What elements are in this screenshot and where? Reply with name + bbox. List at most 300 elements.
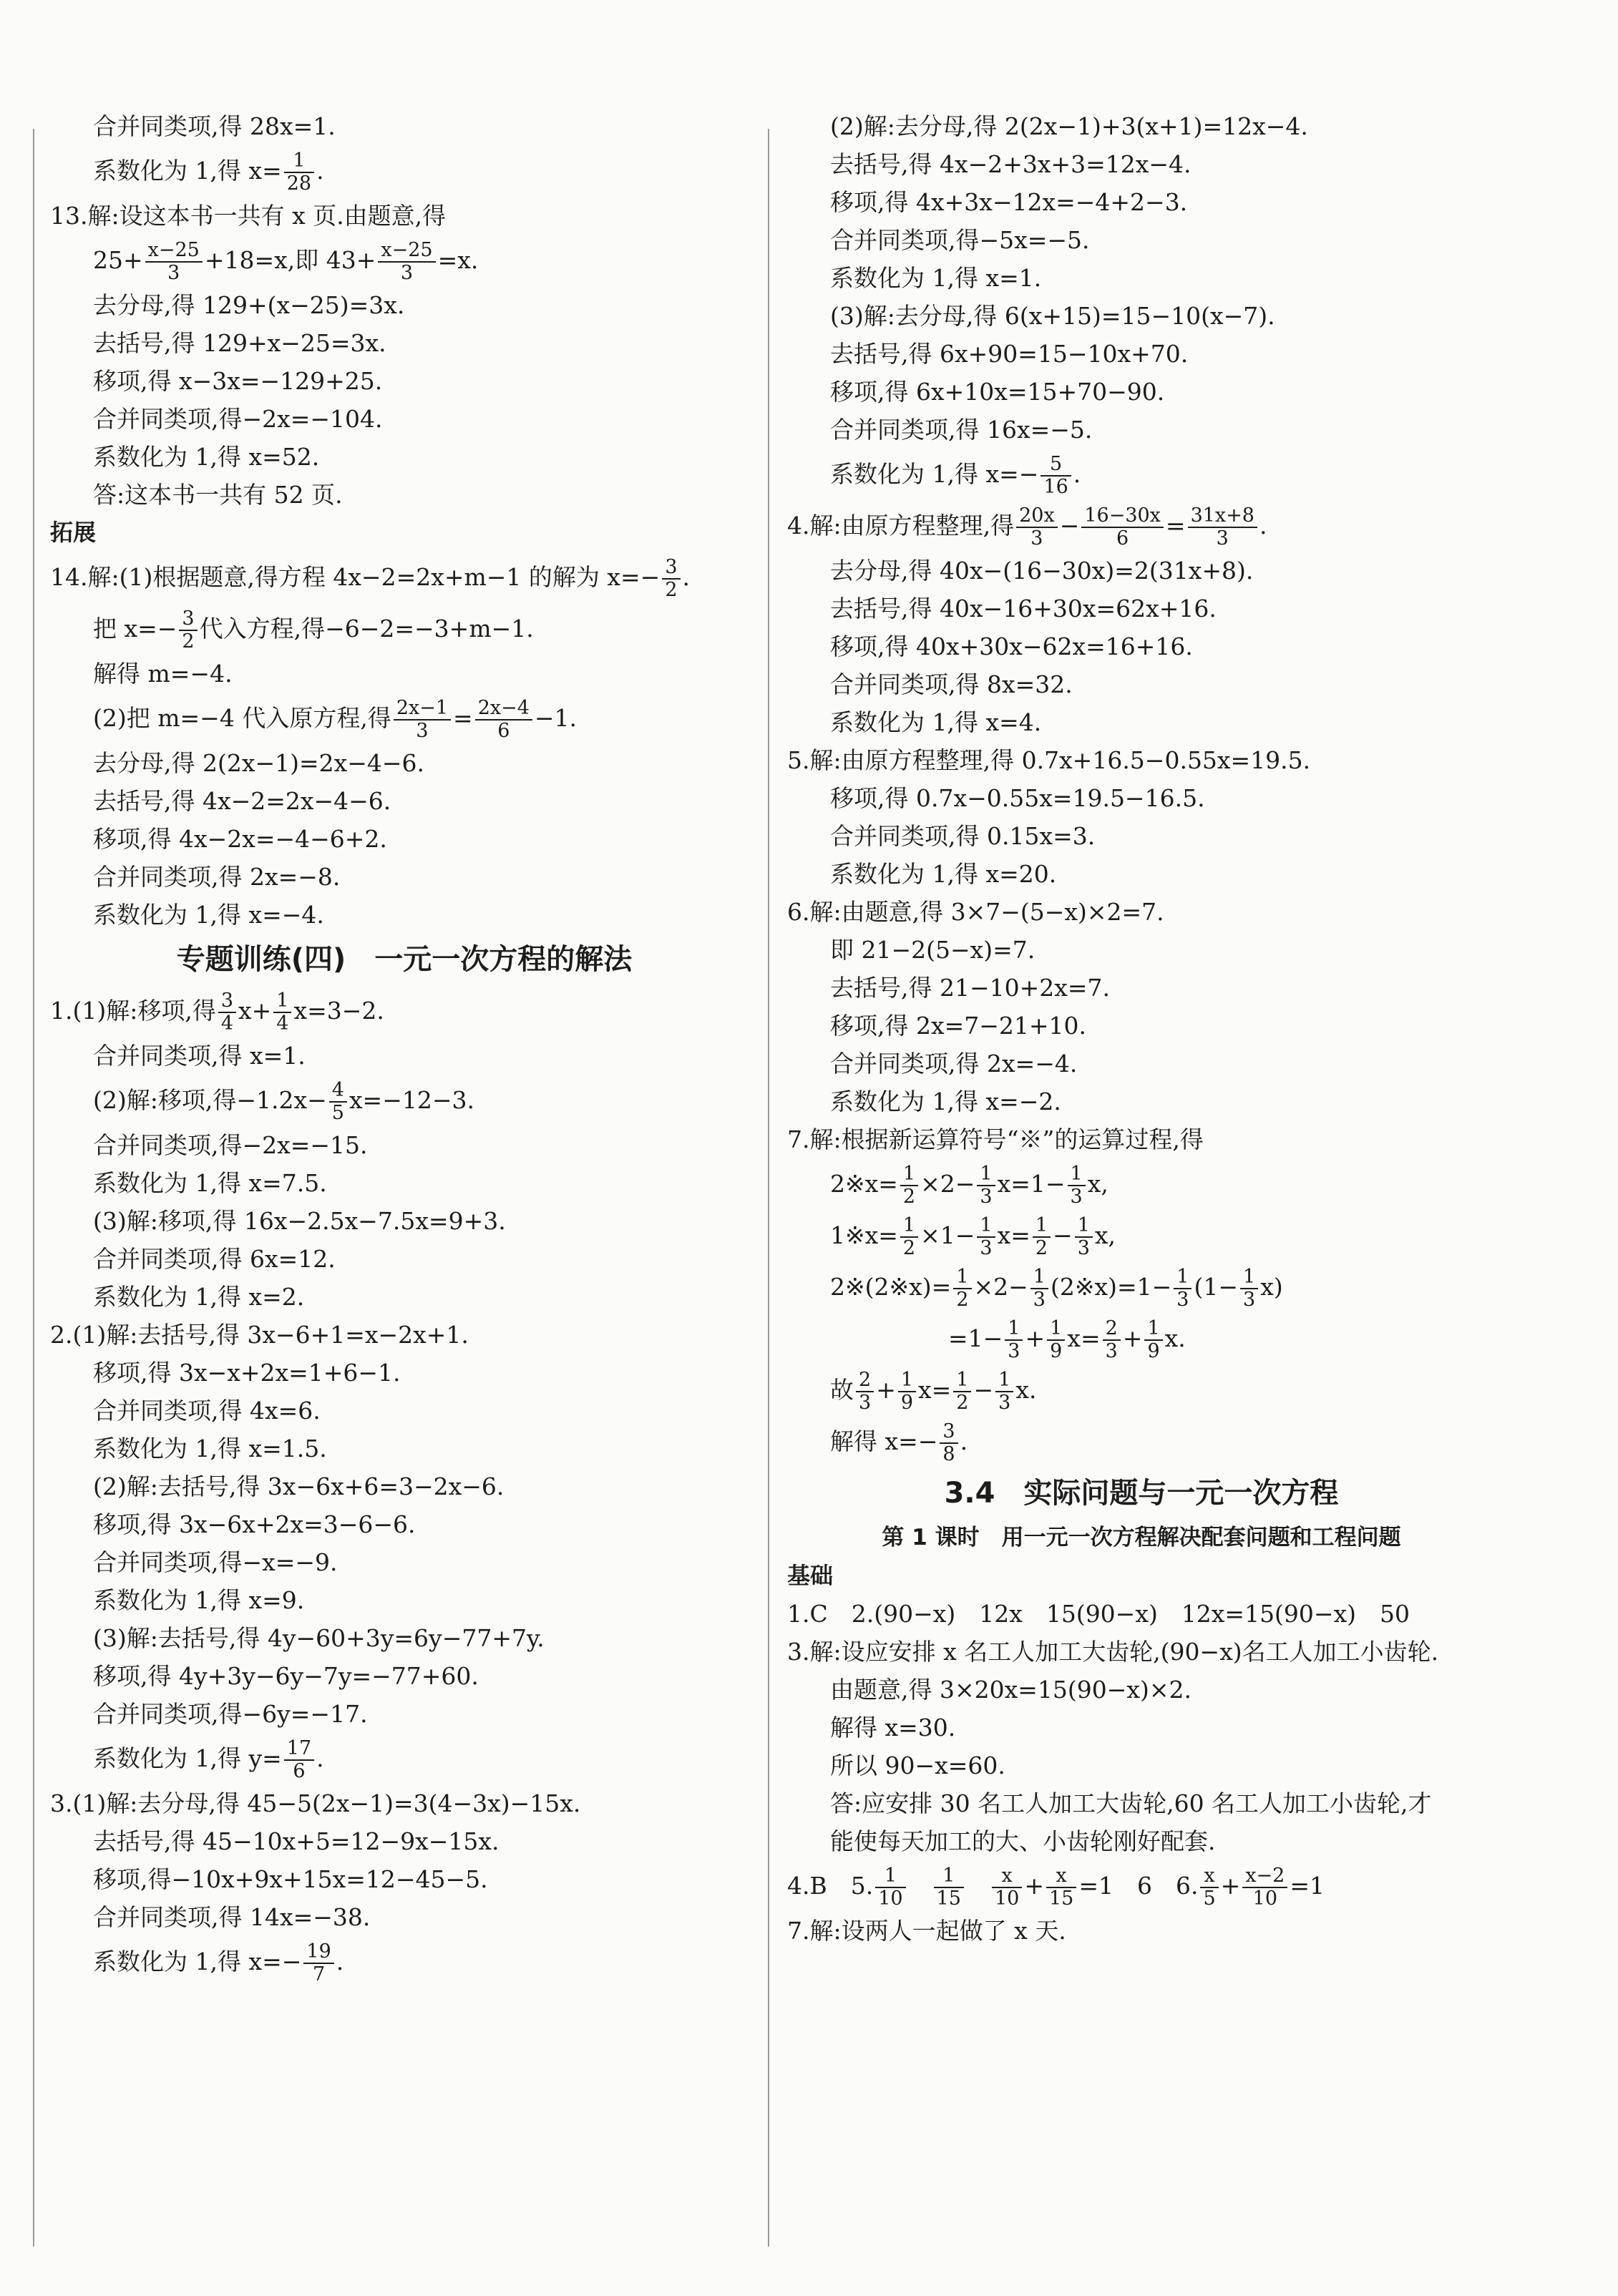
line-text: =	[1165, 512, 1186, 539]
solution-line	[787, 1416, 1496, 1467]
solution-line	[787, 1313, 1496, 1364]
fraction-denominator: 6	[497, 720, 510, 742]
fraction	[218, 990, 236, 1035]
problem-line	[787, 1595, 1496, 1633]
solution-line	[787, 1709, 1496, 1747]
fraction-numerator: 20x	[1016, 505, 1058, 528]
fraction-numerator: 1	[1240, 1266, 1258, 1289]
problem-line	[787, 893, 1496, 931]
fraction-numerator: 1	[1005, 1318, 1023, 1341]
fraction-numerator: 16−30x	[1081, 505, 1164, 528]
fraction-numerator: 1	[900, 1163, 918, 1186]
line-text: .	[1073, 460, 1081, 488]
fraction	[898, 1369, 916, 1414]
solution-line	[50, 1075, 759, 1126]
solution-line	[787, 107, 1496, 145]
section-title: 3.4 实际问题与一元一次方程	[944, 1477, 1339, 1510]
fraction-numerator: 3	[218, 990, 236, 1013]
problem-line	[50, 1784, 759, 1822]
fraction-numerator: 3	[179, 608, 197, 631]
line-text: 移项,得 4x−2x=−4−6+2.	[93, 825, 387, 853]
fraction-numerator: 31x+8	[1188, 505, 1257, 528]
line-text: =1	[1290, 1872, 1325, 1900]
line-text: 6.解:由题意,得 3×7−(5−x)×2=7.	[787, 898, 1164, 926]
line-text: .	[682, 563, 690, 591]
fraction	[977, 1163, 995, 1208]
line-text: 即 21−2(5−x)=7.	[830, 936, 1035, 964]
fraction	[992, 1865, 1022, 1910]
fraction-numerator: 1	[1174, 1266, 1191, 1289]
solution-line	[50, 1392, 759, 1430]
fraction-numerator: 1	[977, 1163, 995, 1186]
line-text: x)	[1260, 1273, 1283, 1301]
line-text: 系数化为 1,得 x=9.	[93, 1586, 305, 1614]
solution-line	[787, 665, 1496, 703]
line-text: 13.解:设这本书一共有 x 页.由题意,得	[50, 202, 447, 230]
solution-line	[50, 145, 759, 197]
solution-line	[787, 297, 1496, 335]
line-text: −	[973, 1376, 994, 1404]
fraction-numerator: 1	[1033, 1215, 1051, 1238]
line-text: 2.(1)解:去括号,得 3x−6+1=x−2x+1.	[50, 1321, 469, 1349]
line-text: (2)解:去括号,得 3x−6x+6=3−2x−6.	[93, 1472, 505, 1500]
line-text: 合并同类项,得 2x=−4.	[830, 1050, 1078, 1078]
line-text: 合并同类项,得 4x=6.	[93, 1397, 321, 1425]
line-text: x=3−2.	[293, 997, 384, 1025]
fraction-numerator: 1	[273, 990, 291, 1013]
fraction-numerator: 1	[1068, 1163, 1086, 1186]
problem-line	[50, 197, 759, 235]
line-text: .	[1259, 512, 1267, 539]
line-text: x.	[1015, 1376, 1037, 1404]
line-text: 1※x=	[830, 1221, 898, 1249]
line-text: .	[960, 1427, 968, 1455]
line-text: 系数化为 1,得 x=−	[93, 1948, 302, 1975]
fraction-denominator: 5	[331, 1102, 344, 1124]
line-text: −	[1053, 1221, 1073, 1249]
solution-line	[50, 858, 759, 896]
fraction	[273, 990, 291, 1035]
solution-line	[50, 1505, 759, 1543]
problem-line	[50, 552, 759, 603]
fraction-numerator: x	[992, 1865, 1022, 1888]
solution-line	[50, 782, 759, 820]
solution-line	[787, 259, 1496, 297]
fraction-numerator: 1	[1075, 1215, 1093, 1238]
solution-line	[50, 476, 759, 514]
line-text: 合并同类项,得−x=−9.	[93, 1548, 338, 1576]
fraction	[1041, 454, 1071, 498]
line-text: .	[336, 1948, 344, 1975]
fraction-denominator: 3	[1070, 1186, 1083, 1208]
problem-line	[50, 985, 759, 1037]
solution-line	[787, 1083, 1496, 1120]
fraction-denominator: 3	[1008, 1340, 1020, 1362]
line-text: 移项,得 0.7x−0.55x=19.5−16.5.	[830, 784, 1205, 812]
solution-line	[787, 1364, 1496, 1416]
solution-line	[787, 145, 1496, 183]
solution-line	[787, 221, 1496, 259]
fraction	[940, 1421, 957, 1465]
fraction	[1068, 1163, 1086, 1208]
line-text: 1.(1)解:移项,得	[50, 997, 216, 1025]
solution-line	[787, 183, 1496, 221]
fraction	[856, 1369, 874, 1414]
fraction-numerator: 17	[284, 1738, 314, 1761]
fraction-denominator: 6	[293, 1760, 306, 1782]
fraction	[953, 1266, 971, 1311]
solution-line	[50, 1202, 759, 1240]
problem-line	[787, 741, 1496, 779]
fraction	[1005, 1318, 1023, 1362]
line-text: 去括号,得 40x−16+30x=62x+16.	[830, 595, 1217, 622]
fraction	[329, 1080, 347, 1124]
fraction-denominator: 9	[1050, 1340, 1063, 1362]
fraction	[1075, 1215, 1093, 1259]
fraction-denominator: 9	[900, 1392, 914, 1414]
fraction	[1200, 1865, 1218, 1910]
line-text: x=	[1067, 1324, 1101, 1352]
left-column	[50, 107, 759, 2268]
line-text: 系数化为 1,得 x=−	[830, 460, 1039, 488]
solution-line	[787, 335, 1496, 373]
fraction-denominator: 28	[286, 172, 312, 195]
fraction	[1016, 505, 1058, 549]
line-text: 移项,得 3x−6x+2x=3−6−6.	[93, 1510, 416, 1538]
line-text: 合并同类项,得 16x=−5.	[830, 416, 1093, 444]
fraction	[1033, 1215, 1051, 1259]
solution-line	[787, 552, 1496, 590]
fraction-numerator: 1	[1030, 1266, 1048, 1289]
line-text: 把 x=−	[93, 615, 177, 643]
solution-line	[50, 1822, 759, 1860]
line-text: 由题意,得 3×20x=15(90−x)×2.	[830, 1676, 1192, 1704]
fraction-denominator: 3	[1105, 1340, 1118, 1362]
line-text: 7.解:设两人一起做了 x 天.	[787, 1917, 1066, 1945]
line-text: 能使每天加工的大、小齿轮刚好配套.	[830, 1827, 1216, 1855]
fraction-numerator: x	[1200, 1865, 1218, 1888]
fraction-denominator: 4	[220, 1012, 234, 1035]
solution-line	[787, 817, 1496, 855]
line-text: =1 6 6.	[1078, 1872, 1199, 1900]
solution-line	[787, 627, 1496, 665]
line-text: =x.	[437, 246, 479, 274]
fraction	[1188, 505, 1257, 549]
fraction-numerator: 1	[934, 1865, 964, 1888]
part-heading: 基础	[787, 1562, 834, 1589]
line-text: 故	[830, 1376, 854, 1404]
line-text: =1−	[830, 1324, 1003, 1352]
problem-line	[787, 500, 1496, 552]
fraction-numerator: 1	[898, 1369, 916, 1392]
fraction-numerator: 1	[875, 1865, 905, 1888]
line-text: .	[316, 157, 324, 185]
line-text: 系数化为 1,得 x=7.5.	[93, 1169, 327, 1197]
fraction-denominator: 4	[276, 1012, 289, 1035]
solution-line	[50, 655, 759, 693]
solution-line	[50, 324, 759, 362]
fraction-numerator: x−2	[1242, 1865, 1287, 1888]
solution-line	[787, 411, 1496, 449]
solution-line	[787, 1784, 1496, 1822]
line-text: 移项,得−10x+9x+15x=12−45−5.	[93, 1865, 488, 1893]
line-text: 合并同类项,得 2x=−8.	[93, 863, 341, 891]
solution-line	[50, 1467, 759, 1505]
problem-line	[787, 1633, 1496, 1671]
solution-line	[50, 1543, 759, 1581]
fraction-denominator: 2	[665, 579, 678, 601]
solution-line	[50, 400, 759, 438]
solution-line	[50, 1898, 759, 1936]
problem-line	[787, 1860, 1496, 1912]
line-text: 2※x=	[830, 1170, 898, 1198]
fraction-numerator: 19	[303, 1941, 333, 1964]
column-divider	[768, 129, 769, 2247]
line-text: (2)解:去分母,得 2(2x−1)+3(x+1)=12x−4.	[830, 112, 1308, 140]
line-text: 合并同类项,得 8x=32.	[830, 670, 1073, 698]
solution-line	[787, 1747, 1496, 1784]
line-text: 系数化为 1,得 x=2.	[93, 1283, 305, 1311]
line-text: 5.解:由原方程整理,得 0.7x+16.5−0.55x=19.5.	[787, 746, 1311, 774]
line-text: 系数化为 1,得 x=52.	[93, 443, 320, 471]
line-text: x=−12−3.	[349, 1086, 474, 1114]
line-text: (3)解:去括号,得 4y−60+3y=6y−77+7y.	[93, 1624, 545, 1652]
fraction-numerator: 2x−4	[475, 698, 532, 720]
line-text: x+	[238, 997, 272, 1025]
line-text: (2)把 m=−4 代入原方程,得	[93, 704, 391, 732]
fraction	[900, 1215, 918, 1259]
fraction-numerator: 1	[953, 1369, 971, 1392]
fraction	[1174, 1266, 1191, 1311]
line-text: 7.解:根据新运算符号“※”的运算过程,得	[787, 1125, 1204, 1153]
fraction	[995, 1369, 1013, 1414]
line-text: ×1−	[920, 1221, 975, 1249]
fraction-numerator: 1	[1144, 1318, 1162, 1341]
problem-line	[50, 1316, 759, 1354]
line-text: x=	[997, 1221, 1030, 1249]
line-text: 移项,得 4y+3y−6y−7y=−77+60.	[93, 1662, 479, 1690]
line-text: 合并同类项,得 x=1.	[93, 1042, 306, 1070]
line-text: 系数化为 1,得 x=−2.	[830, 1088, 1061, 1115]
fraction	[953, 1369, 971, 1414]
fraction-numerator: 3	[940, 1421, 957, 1444]
fraction-numerator: 1	[995, 1369, 1013, 1392]
solution-line	[787, 1822, 1496, 1860]
fraction-denominator: 3	[1033, 1289, 1046, 1311]
fraction-denominator: 2	[182, 630, 195, 653]
solution-line	[50, 362, 759, 400]
solution-line	[787, 969, 1496, 1007]
fraction	[284, 150, 314, 195]
line-text: (3)解:去分母,得 6(x+15)=15−10(x−7).	[830, 302, 1275, 330]
fraction-numerator: 4	[329, 1080, 347, 1103]
left-margin-rule	[33, 129, 34, 2247]
fraction-denominator: 15	[936, 1887, 961, 1910]
fraction	[875, 1865, 905, 1910]
line-text: 3.(1)解:去分母,得 45−5(2x−1)=3(4−3x)−15x.	[50, 1789, 581, 1817]
line-text: 移项,得 6x+10x=15+70−90.	[830, 378, 1165, 406]
fraction-denominator: 3	[998, 1392, 1011, 1414]
solution-line	[50, 744, 759, 782]
line-text: 系数化为 1,得 x=	[93, 157, 282, 185]
solution-line	[787, 779, 1496, 817]
fraction-denominator: 6	[1116, 527, 1129, 549]
fraction-numerator: 1	[953, 1266, 971, 1289]
fraction-denominator: 2	[902, 1186, 916, 1208]
problem-line	[787, 1120, 1496, 1158]
line-text: 合并同类项,得−5x=−5.	[830, 226, 1090, 254]
fraction	[1046, 1865, 1076, 1910]
fraction-denominator: 3	[859, 1392, 872, 1414]
line-text: 合并同类项,得 0.15x=3.	[830, 822, 1096, 850]
line-text: x=	[918, 1376, 952, 1404]
line-text: 去括号,得 4x−2+3x+3=12x−4.	[830, 150, 1191, 178]
fraction	[662, 557, 680, 601]
line-text: x.	[1164, 1324, 1186, 1352]
line-text: 合并同类项,得 6x=12.	[93, 1245, 336, 1273]
line-text: 答:这本书一共有 52 页.	[93, 481, 343, 509]
solution-line	[50, 1164, 759, 1202]
section-title: 专题训练(四) 一元一次方程的解法	[176, 943, 633, 976]
line-text: 1.C 2.(90−x) 12x 15(90−x) 12x=15(90−x) 50	[787, 1600, 1410, 1628]
line-text: 合并同类项,得−6y=−17.	[93, 1700, 368, 1728]
line-text: 25+	[93, 246, 143, 274]
fraction-denominator: 16	[1043, 476, 1068, 498]
fraction-numerator: 5	[1041, 454, 1071, 477]
solution-line	[50, 1278, 759, 1316]
line-text: (2※x)=1−	[1050, 1273, 1172, 1301]
line-text: 移项,得 2x=7−21+10.	[830, 1012, 1087, 1040]
line-text: 移项,得 4x+3x−12x=−4+2−3.	[830, 188, 1188, 216]
line-text: 2※(2※x)=	[830, 1273, 952, 1301]
line-text: =	[453, 704, 473, 732]
fraction-numerator: x−25	[378, 240, 435, 263]
line-text: 移项,得 x−3x=−129+25.	[93, 367, 383, 395]
line-text	[966, 1872, 990, 1900]
line-text: 去括号,得 6x+90=15−10x+70.	[830, 340, 1189, 368]
line-text: (1−	[1194, 1273, 1239, 1301]
fraction-numerator: 2	[856, 1369, 874, 1392]
solution-line	[787, 1261, 1496, 1313]
solution-line	[50, 107, 759, 145]
line-text: +	[1024, 1872, 1044, 1900]
solution-line	[787, 1007, 1496, 1045]
solution-line	[50, 603, 759, 655]
line-text: 3.解:设应安排 x 名工人加工大齿轮,(90−x)名工人加工小齿轮.	[787, 1638, 1439, 1666]
solution-line	[50, 1619, 759, 1657]
solution-line	[50, 1936, 759, 1988]
solution-line	[50, 693, 759, 744]
fraction-denominator: 10	[878, 1887, 903, 1910]
line-text: 去括号,得 4x−2=2x−4−6.	[93, 787, 391, 815]
line-text: +18=x,即 43+	[204, 246, 376, 274]
solution-line	[787, 590, 1496, 627]
solution-line	[787, 373, 1496, 411]
fraction-denominator: 3	[1216, 527, 1229, 549]
solution-line	[50, 1354, 759, 1392]
line-text: 系数化为 1,得 y=	[93, 1744, 282, 1772]
line-text: 合并同类项,得−2x=−15.	[93, 1131, 368, 1159]
fraction-numerator: x−25	[145, 240, 203, 263]
fraction-denominator: 3	[1077, 1237, 1090, 1259]
solution-line	[50, 1733, 759, 1784]
line-text: 4.B 5.	[787, 1872, 874, 1900]
line-text: 系数化为 1,得 x=1.	[830, 264, 1042, 292]
solution-line	[50, 1037, 759, 1075]
line-text: 合并同类项,得 28x=1.	[93, 112, 336, 140]
fraction-denominator: 2	[956, 1289, 969, 1311]
fraction-denominator: 3	[167, 262, 180, 284]
line-text: +	[1122, 1324, 1143, 1352]
solution-line	[50, 1430, 759, 1467]
solution-line	[50, 1860, 759, 1898]
lesson-title: 第 1 课时 用一元一次方程解决配套问题和工程问题	[882, 1525, 1401, 1550]
line-text: 移项,得 40x+30x−62x=16+16.	[830, 632, 1193, 660]
line-text: (2)解:移项,得−1.2x−	[93, 1086, 327, 1114]
line-text: 解得 x=30.	[830, 1714, 956, 1741]
fraction-numerator: 3	[662, 557, 680, 580]
line-text: 所以 90−x=60.	[830, 1752, 1005, 1779]
fraction-denominator: 10	[994, 1887, 1020, 1910]
fraction	[977, 1215, 995, 1259]
solution-line	[50, 438, 759, 476]
line-text: 合并同类项,得−2x=−104.	[93, 405, 383, 433]
solution-line	[787, 1210, 1496, 1261]
fraction	[1030, 1266, 1048, 1311]
fraction-numerator: 2	[1103, 1318, 1121, 1341]
fraction	[303, 1941, 333, 1985]
line-text: 系数化为 1,得 x=−4.	[93, 901, 324, 929]
fraction-denominator: 10	[1252, 1887, 1277, 1910]
line-text: (3)解:移项,得 16x−2.5x−7.5x=9+3.	[93, 1207, 506, 1235]
fraction	[1047, 1318, 1065, 1362]
line-text: 14.解:(1)根据题意,得方程 4x−2=2x+m−1 的解为 x=−	[50, 563, 661, 591]
line-text: 解得 m=−4.	[93, 660, 233, 688]
line-text: x,	[1087, 1170, 1108, 1198]
line-text: 解得 x=−	[830, 1427, 938, 1455]
line-text: 去括号,得 45−10x+5=12−9x−15x.	[93, 1827, 499, 1855]
fraction-denominator: 3	[416, 720, 429, 742]
solution-line	[50, 1126, 759, 1164]
fraction	[1240, 1266, 1258, 1311]
solution-line	[50, 1581, 759, 1619]
line-text: x,	[1094, 1221, 1116, 1249]
fraction	[145, 240, 203, 284]
solution-line	[50, 820, 759, 858]
line-text: 4.解:由原方程整理,得	[787, 512, 1015, 539]
line-text: 合并同类项,得 14x=−38.	[93, 1903, 371, 1931]
solution-line	[50, 1695, 759, 1733]
problem-line	[787, 1912, 1496, 1950]
fraction	[394, 698, 451, 742]
line-text: .	[316, 1744, 324, 1772]
fraction-numerator: 1	[977, 1215, 995, 1238]
fraction-numerator: 1	[900, 1215, 918, 1238]
fraction-denominator: 15	[1048, 1887, 1074, 1910]
fraction-denominator: 2	[956, 1392, 969, 1414]
solution-line	[787, 703, 1496, 741]
fraction	[1144, 1318, 1162, 1362]
fraction-numerator: 2x−1	[394, 698, 451, 720]
fraction-denominator: 3	[1030, 527, 1043, 549]
part-heading: 拓展	[50, 519, 97, 546]
line-text: −1.	[534, 704, 577, 732]
fraction-denominator: 5	[1203, 1887, 1216, 1910]
fraction-denominator: 3	[1243, 1289, 1256, 1311]
line-text: 移项,得 3x−x+2x=1+6−1.	[93, 1359, 401, 1387]
fraction-denominator: 3	[1176, 1289, 1189, 1311]
fraction-denominator: 2	[902, 1237, 916, 1259]
